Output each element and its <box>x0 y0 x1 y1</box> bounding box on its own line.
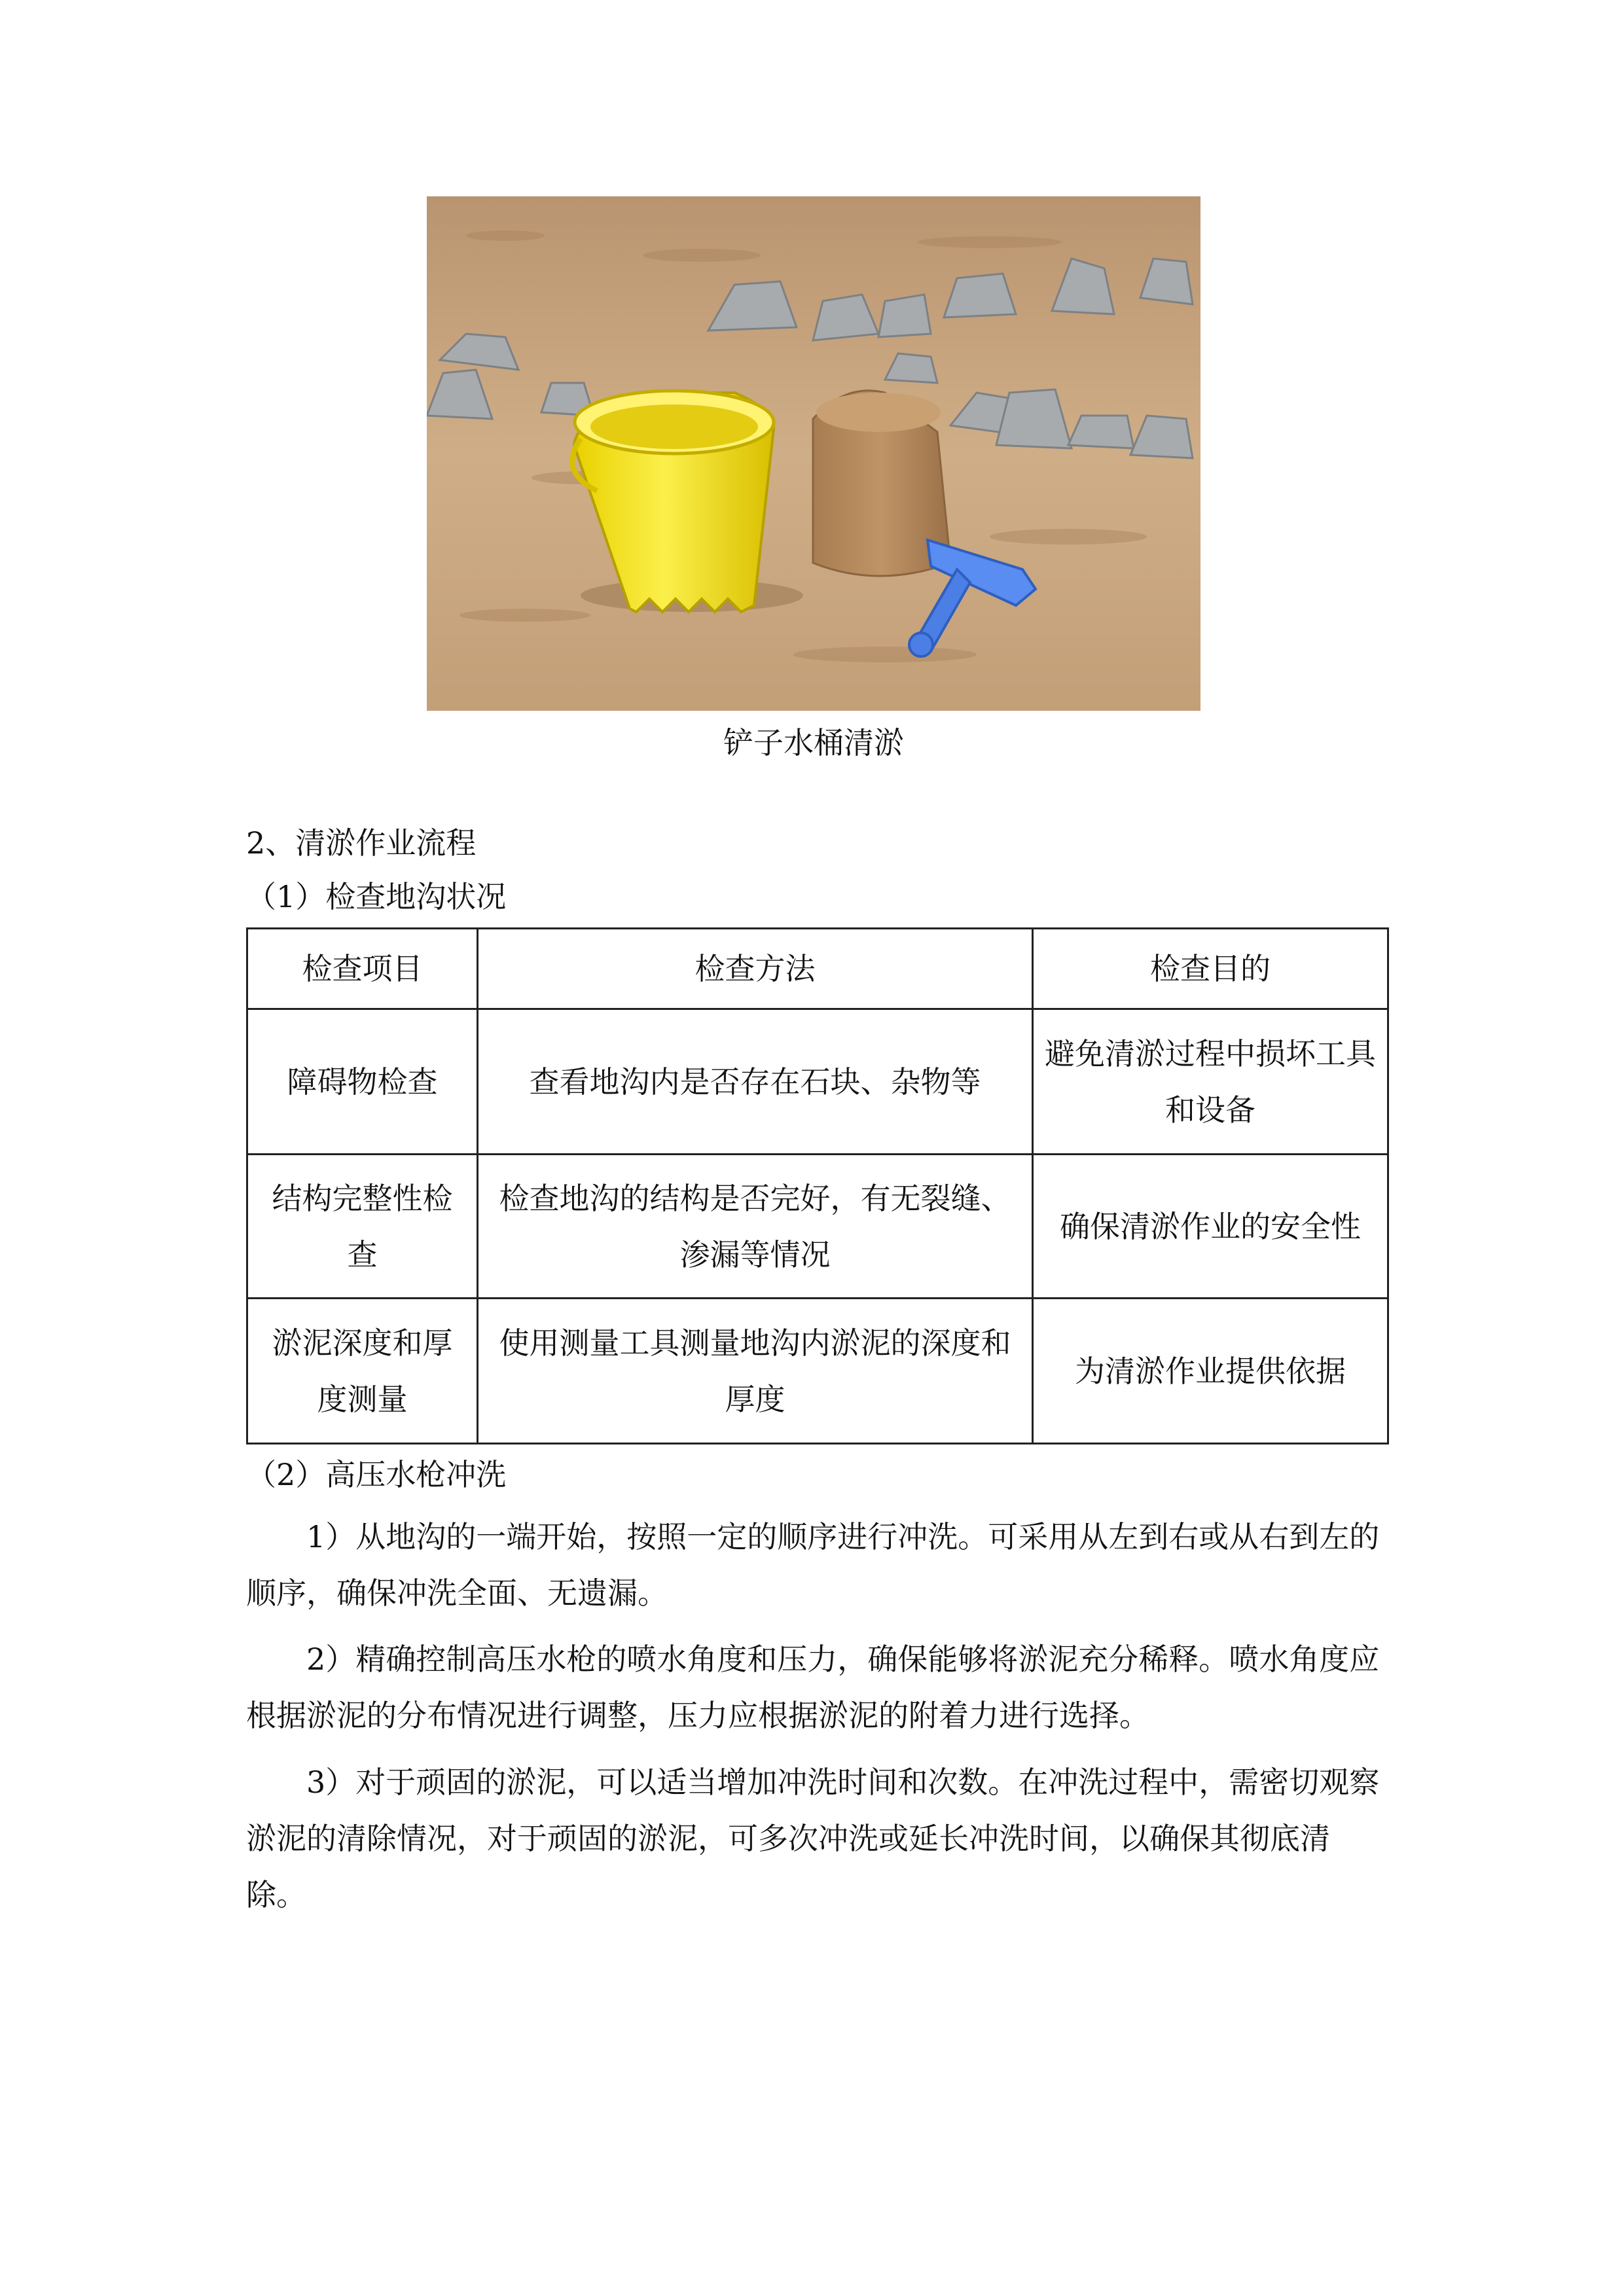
body-paragraph: 3）对于顽固的淤泥，可以适当增加冲洗时间和次数。在冲洗过程中，需密切观察淤泥的清除情况，对于顽固的淤泥，可多次冲洗或延长冲洗时间，以确保其彻底清除。 <box>246 1765 1380 1912</box>
table-cell: 结构完整性检查 <box>247 1155 478 1299</box>
table-cell: 淤泥深度和厚度测量 <box>247 1299 478 1444</box>
header-cell-purpose: 检查目的 <box>1033 929 1388 1009</box>
figure-caption: 铲子水桶清淤 <box>723 725 904 761</box>
inspection-table <box>246 927 1389 1444</box>
table-header-row <box>247 929 1388 1009</box>
section-heading-check: （1）检查地沟状况 <box>246 879 507 914</box>
table-row <box>247 1155 1388 1299</box>
table-cell: 使用测量工具测量地沟内淤泥的深度和厚度 <box>478 1299 1033 1444</box>
section-heading-flush: （2）高压水枪冲洗 <box>246 1457 507 1492</box>
table-row <box>247 1299 1388 1444</box>
table-cell: 查看地沟内是否存在石块、杂物等 <box>478 1009 1033 1155</box>
table-row <box>247 1009 1388 1155</box>
table-cell: 障碍物检查 <box>247 1009 478 1155</box>
body-paragraph: 1）从地沟的一端开始，按照一定的顺序进行冲洗。可采用从左到右或从右到左的顺序，确保冲洗全面、无遗漏。 <box>246 1519 1380 1611</box>
section-heading-process: 2、清淤作业流程 <box>246 825 477 861</box>
table-cell: 确保清淤作业的安全性 <box>1033 1155 1388 1299</box>
table-cell: 避免清淤过程中损坏工具和设备 <box>1033 1009 1388 1155</box>
body-paragraph: 2）精确控制高压水枪的喷水角度和压力，确保能够将淤泥充分稀释。喷水角度应根据淤泥的分布情况进行调整，压力应根据淤泥的附着力进行选择。 <box>246 1641 1380 1733</box>
beach-bucket-photo <box>427 196 1200 711</box>
table-cell: 为清淤作业提供依据 <box>1033 1299 1388 1444</box>
header-cell-item: 检查项目 <box>247 929 478 1009</box>
header-cell-method: 检查方法 <box>478 929 1033 1009</box>
table-cell: 检查地沟的结构是否完好，有无裂缝、渗漏等情况 <box>478 1155 1033 1299</box>
